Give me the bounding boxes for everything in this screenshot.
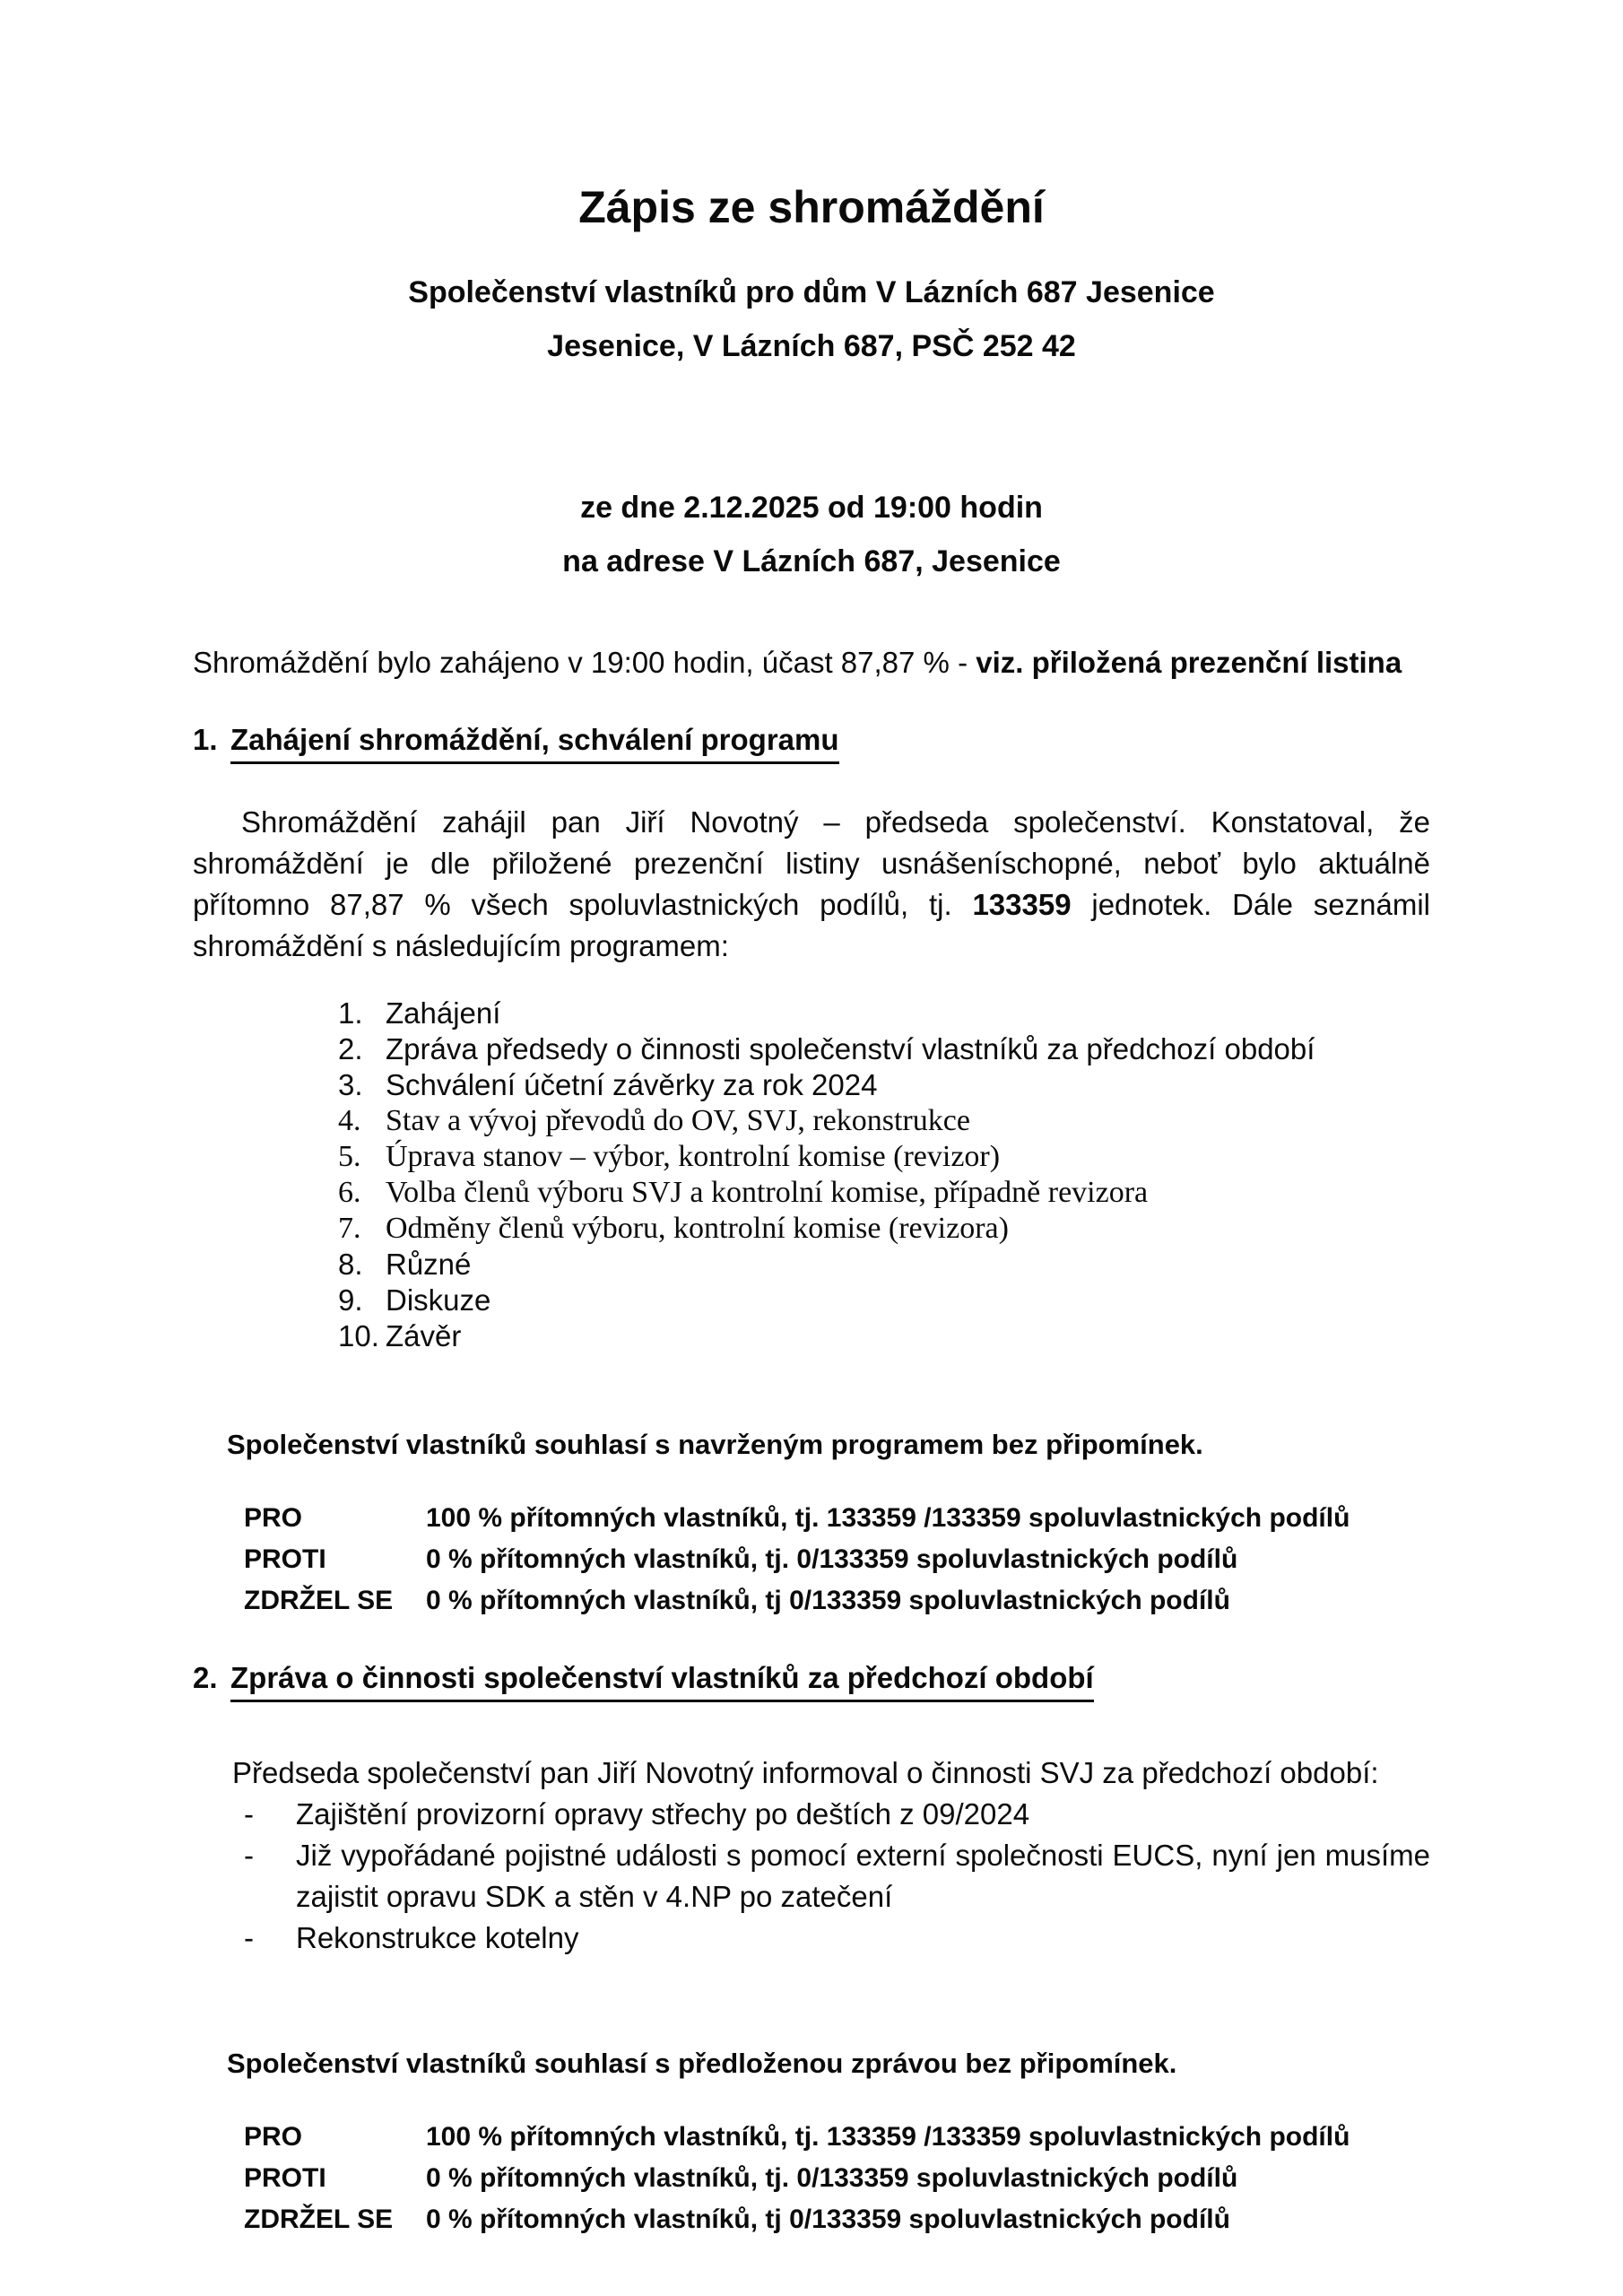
program-item-text: Zahájení <box>386 996 501 1030</box>
program-item <box>338 1103 1430 1139</box>
program-item-text: Volba členů výboru SVJ a kontrolní komise, případně revizora <box>386 1176 1149 1209</box>
vote-row-proti <box>244 2158 1430 2199</box>
program-item-number: 8. <box>338 1248 363 1281</box>
section-1-heading-text: Zahájení shromáždění, schválení programu <box>230 719 839 764</box>
vote-row-pro <box>244 1498 1430 1539</box>
vote-value: 0 % přítomných vlastníků, tj 0/133359 spoluvlastnických podílů <box>426 2205 1230 2234</box>
program-item-text: Různé <box>386 1248 472 1281</box>
vote-row-zdrzel <box>244 2199 1430 2240</box>
org-name-line: Společenství vlastníků pro dům V Lázních 687 Jesenice <box>408 275 1215 309</box>
vote-row-proti <box>244 1539 1430 1580</box>
program-item-text: Schválení účetní závěrky za rok 2024 <box>386 1068 878 1101</box>
vote-label: ZDRŽEL SE <box>244 2205 394 2234</box>
section-2-lead: Předseda společenství pan Jiří Novotný informoval o činnosti SVJ za předchozí období: <box>232 1756 1379 1789</box>
program-list <box>193 996 1430 1354</box>
program-item-text: Zpráva předsedy o činnosti společenství vlastníků za předchozí období <box>386 1032 1315 1065</box>
program-item-number: 10. <box>338 1319 379 1352</box>
vote-row-pro <box>244 2117 1430 2158</box>
vote-results-2 <box>193 2117 1430 2240</box>
section-1-heading <box>193 719 1430 764</box>
paragraph-text-cont: jednotek. Dále seznámil shromáždění s následujícím programem: <box>193 888 1430 962</box>
vote-row-zdrzel <box>244 1580 1430 1622</box>
program-item <box>338 1247 1430 1283</box>
vote-label: PRO <box>244 1503 303 1533</box>
activity-item-text: Rekonstrukce kotelny <box>296 1921 579 1954</box>
activity-item <box>193 1918 1430 1959</box>
meeting-date-line: ze dne 2.12.2025 od 19:00 hodin <box>580 491 1043 525</box>
intro-bold-text: viz. přiložená prezenční listina <box>976 646 1402 679</box>
meeting-place-line: na adrese V Lázních 687, Jesenice <box>562 544 1061 578</box>
vote-value: 0 % přítomných vlastníků, tj. 0/133359 spoluvlastnických podílů <box>426 2163 1238 2193</box>
section-2-heading <box>193 1657 1430 1702</box>
activity-item <box>193 1794 1430 1835</box>
program-item-number: 6. <box>338 1176 361 1209</box>
program-item <box>338 1067 1430 1103</box>
dash-bullet: - <box>244 1921 254 1954</box>
program-item-text: Stav a vývoj převodů do OV, SVJ, rekonstrukce <box>386 1104 970 1137</box>
section-1-paragraph <box>193 802 1430 967</box>
program-item-number: 2. <box>338 1032 363 1065</box>
vote-value: 100 % přítomných vlastníků, tj. 133359 /133359 spoluvlastnických podílů <box>426 1503 1350 1533</box>
resolution-statement-2: Společenství vlastníků souhlasí s předloženou zprávou bez připomínek. <box>227 2048 1177 2079</box>
vote-label: ZDRŽEL SE <box>244 1586 394 1615</box>
program-item <box>338 996 1430 1031</box>
resolution-statement-1: Společenství vlastníků souhlasí s navrženým programem bez připomínek. <box>227 1429 1203 1460</box>
section-2-number: 2. <box>193 1661 218 1694</box>
intro-text: Shromáždění bylo zahájeno v 19:00 hodin, účast 87,87 % - <box>193 646 976 679</box>
program-item <box>338 1211 1430 1247</box>
program-item-text: Závěr <box>386 1319 462 1352</box>
activity-item-text: Již vypořádané pojistné události s pomocí externí společnosti EUCS, nyní jen musíme zajistit opravu SDK a stěn v 4.NP po zatečení <box>296 1839 1430 1913</box>
vote-label: PROTI <box>244 1544 326 1574</box>
vote-value: 0 % přítomných vlastníků, tj. 0/133359 spoluvlastnických podílů <box>426 1544 1238 1574</box>
vote-value: 0 % přítomných vlastníků, tj 0/133359 spoluvlastnických podílů <box>426 1586 1230 1615</box>
vote-value: 100 % přítomných vlastníků, tj. 133359 /133359 spoluvlastnických podílů <box>426 2122 1350 2152</box>
program-item-number: 3. <box>338 1068 363 1101</box>
vote-results-1 <box>193 1498 1430 1622</box>
program-item <box>338 1318 1430 1354</box>
org-address-line: Jesenice, V Lázních 687, PSČ 252 42 <box>547 329 1076 363</box>
activity-list <box>193 1794 1430 1959</box>
activity-item-text: Zajištění provizorní opravy střechy po deštích z 09/2024 <box>296 1797 1030 1831</box>
program-item <box>338 1283 1430 1318</box>
program-item-text: Úprava stanov – výbor, kontrolní komise (revizor) <box>386 1140 1001 1173</box>
program-item-number: 5. <box>338 1140 361 1173</box>
program-item-number: 9. <box>338 1283 363 1317</box>
units-count: 133359 <box>972 888 1072 921</box>
activity-item <box>193 1835 1430 1918</box>
program-item-number: 4. <box>338 1104 361 1137</box>
program-item <box>338 1139 1430 1175</box>
program-item-number: 1. <box>338 996 363 1030</box>
paragraph-text: Shromáždění zahájil pan Jiří Novotný – předseda společenství. Konstatoval, že shromáždění je dle přiložené prezenční listiny usnášeníschopné, neboť bylo aktuálně přítomno 87,87 % všech spoluvlastnických podílů, tj. <box>193 805 1430 921</box>
program-item-text: Diskuze <box>386 1283 491 1317</box>
section-2-heading-text: Zpráva o činnosti společenství vlastníků za předchozí období <box>230 1657 1094 1702</box>
section-1-number: 1. <box>193 723 218 756</box>
program-item-text: Odměny členů výboru, kontrolní komise (revizora) <box>386 1212 1009 1245</box>
program-item <box>338 1031 1430 1067</box>
dash-bullet: - <box>244 1839 254 1872</box>
vote-label: PRO <box>244 2122 303 2152</box>
dash-bullet: - <box>244 1797 254 1831</box>
program-item <box>338 1175 1430 1211</box>
vote-label: PROTI <box>244 2163 326 2193</box>
program-item-number: 7. <box>338 1212 361 1245</box>
intro-paragraph <box>193 642 1430 683</box>
document-title: Zápis ze shromáždění <box>578 182 1045 232</box>
